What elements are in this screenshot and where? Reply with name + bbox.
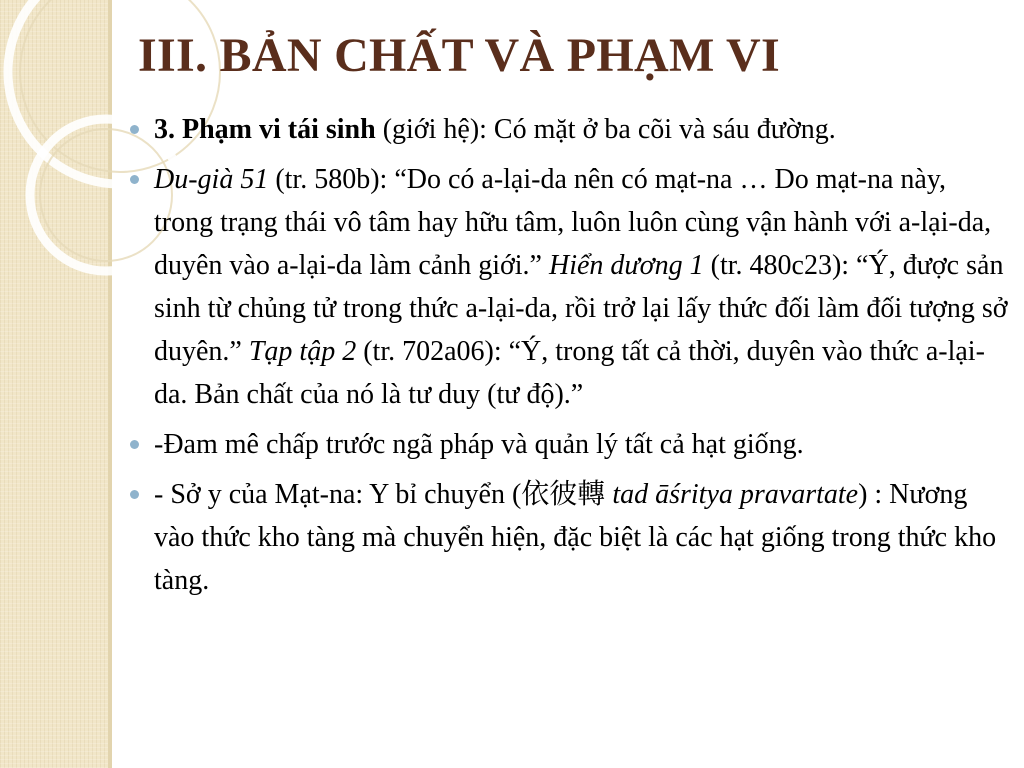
bullet-lead-bold: 3. Phạm vi tái sinh	[154, 114, 376, 145]
chinese-term: 依彼轉	[521, 479, 606, 510]
citation-source-hien-duong: Hiển dương 1	[548, 250, 704, 281]
sanskrit-term: tad āśritya pravartate	[605, 479, 859, 510]
bullet-text: ) : Nương vào thức kho tàng mà chuyển hiện, đặc biệt là các hạt giống trong thức kho tàng.	[154, 479, 997, 596]
citation-text: (tr. 480c23): “Ý, được sản sinh từ chủng tử trong thức a-lại-da, rồi trở lại lấy thức đối làm đối tượng sở duyên.”	[154, 250, 1008, 367]
citation-source-yogacara: Du-già 51	[154, 164, 269, 195]
bullet-item-basis	[130, 473, 1010, 602]
bullet-text: -Đam mê chấp trước ngã pháp và quản lý tất cả hạt giống.	[154, 429, 804, 460]
bullet-item-rebirth-scope	[130, 108, 1010, 151]
bullet-item-attachment	[130, 423, 1010, 466]
bullet-dot-icon	[130, 175, 139, 184]
bullet-dot-icon	[130, 490, 139, 499]
bullet-dot-icon	[130, 440, 139, 449]
citation-text: (tr. 702a06): “Ý, trong tất cả thời, duyên vào thức a-lại-da. Bản chất của nó là tư duy (tư độ).”	[154, 336, 985, 410]
bullet-item-citations	[130, 158, 1010, 416]
citation-source-tap-tap: Tạp tập 2	[248, 336, 357, 367]
slide-title: III. BẢN CHẤT VÀ PHẠM VI	[138, 29, 780, 82]
bullet-list	[130, 108, 1010, 609]
bullet-text: - Sở y của Mạt-na: Y bỉ chuyển (	[154, 479, 522, 510]
bullet-dot-icon	[130, 125, 139, 134]
bullet-text: (giới hệ): Có mặt ở ba cõi và sáu đường.	[375, 114, 836, 145]
citation-text: (tr. 580b): “Do có a-lại-da nên có mạt-na … Do mạt-na này, trong trạng thái vô tâm hay hữu tâm, luôn luôn cùng vận hành với a-lại-da, duyên vào a-lại-da làm cảnh giới.”	[154, 164, 992, 281]
